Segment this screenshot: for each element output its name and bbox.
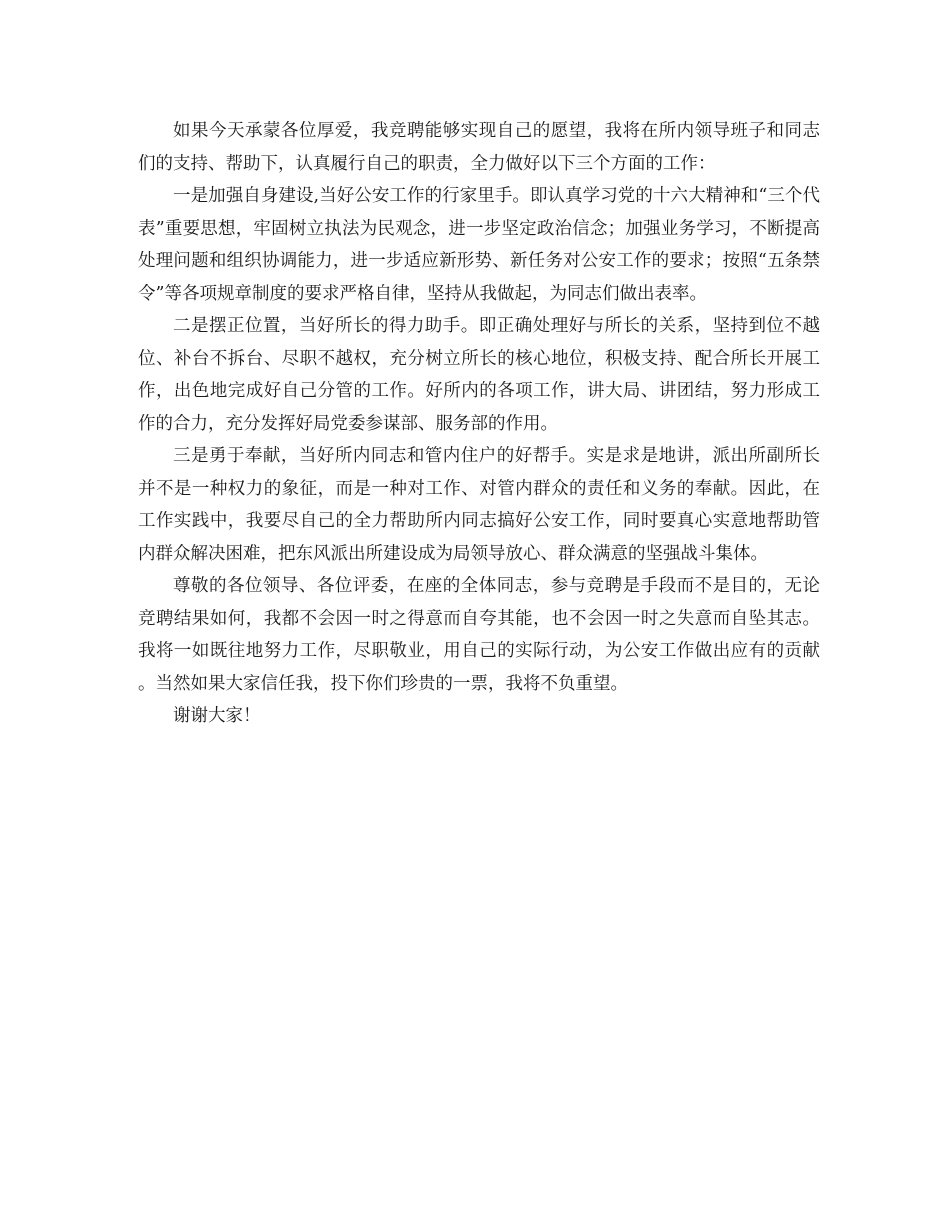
paragraph-point-one: 一是加强自身建设,当好公安工作的行家里手。即认真学习党的十六大精神和“三个代表”重要思想，牢固树立执法为民观念，进一步坚定政治信念；加强业务学习，不断提高处理问题和组织协调能力，进一步适应新形势、新任务对公安工作的要求；按照“五条禁令”等各项规章制度的要求严格自律，坚持从我做起，为同志们做出表率。 — [138, 186, 820, 304]
paragraph-thanks: 谢谢大家！ — [173, 706, 261, 726]
paragraph-point-three: 三是勇于奉献，当好所内同志和管内住户的好帮手。实是求是地讲，派出所副所长并不是一种权力的象征，而是一种对工作、对管内群众的责任和义务的奉献。因此，在工作实践中，我要尽自己的全力帮助所内同志搞好公安工作，同时要真心实意地帮助管内群众解决困难，把东风派出所建设成为局领导放心、群众满意的坚强战斗集体。 — [138, 446, 820, 564]
paragraph-closing: 尊敬的各位领导、各位评委，在座的全体同志，参与竞聘是手段而不是目的，无论竞聘结果如何，我都不会因一时之得意而自夸其能，也不会因一时之失意而自坠其志。我将一如既往地努力工作，尽职敬业，用自己的实际行动，为公安工作做出应有的贡献。当然如果大家信任我，投下你们珍贵的一票，我将不负重望。 — [138, 576, 820, 694]
paragraph-intro: 如果今天承蒙各位厚爱，我竞聘能够实现自己的愿望，我将在所内领导班子和同志们的支持、帮助下，认真履行自己的职责，全力做好以下三个方面的工作： — [138, 121, 820, 174]
paragraph-point-two: 二是摆正位置，当好所长的得力助手。即正确处理好与所长的关系，坚持到位不越位、补台不拆台、尽职不越权，充分树立所长的核心地位，积极支持、配合所长开展工作，出色地完成好自己分管的工作。好所内的各项工作，讲大局、讲团结，努力形成工作的合力，充分发挥好局党委参谋部、服务部的作用。 — [138, 316, 820, 434]
document-body — [138, 115, 820, 733]
